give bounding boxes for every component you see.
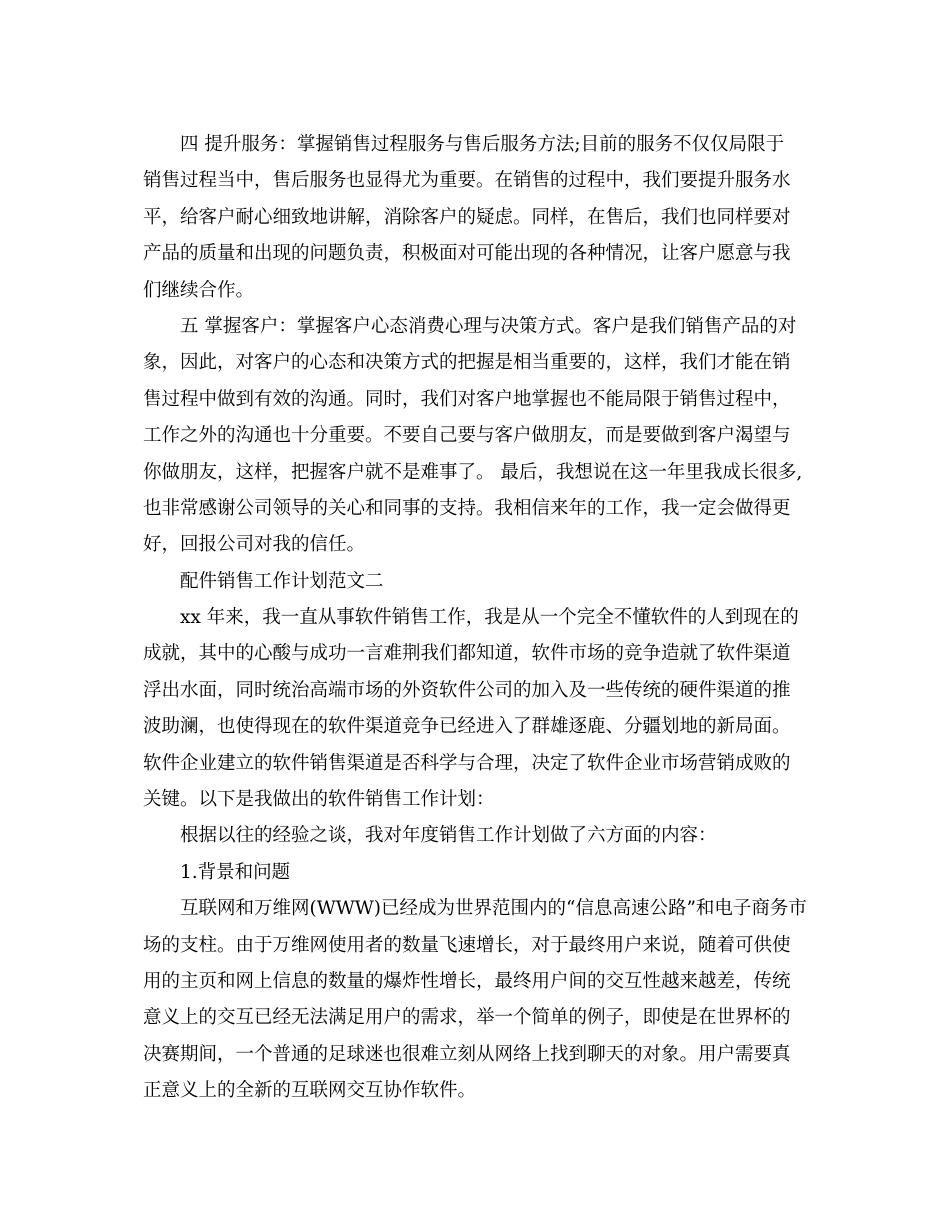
text-line: 成就，其中的心酸与成功一言难荆我们都知道，软件市场的竞争造就了软件渠道	[143, 643, 791, 665]
text-line: 平，给客户耐心细致地讲解，消除客户的疑虑。同样，在售后，我们也同样要对	[143, 206, 791, 228]
text-line: 销售过程当中，售后服务也显得尤为重要。在销售的过程中，我们要提升服务水	[143, 170, 791, 192]
text-line: 五 掌握客户：掌握客户心态消费心理与决策方式。客户是我们销售产品的对	[180, 315, 797, 337]
text-line: 场的支柱。由于万维网使用者的数量飞速增长，对于最终用户来说，随着可供使	[143, 934, 791, 956]
text-line: 软件企业建立的软件销售渠道是否科学与合理，决定了软件企业市场营销成败的	[143, 752, 791, 774]
text-line: 决赛期间，一个普通的足球迷也很难立刻从网络上找到聊天的对象。用户需要真	[143, 1043, 791, 1065]
text-line: 工作之外的沟通也十分重要。不要自己要与客户做朋友，而是要做到客户渴望与	[143, 425, 791, 447]
text-line: 好，回报公司对我的信任。	[143, 534, 366, 556]
document-body	[143, 127, 811, 1110]
text-line: 用的主页和网上信息的数量的爆炸性增长，最终用户间的交互性越来越差，传统	[143, 970, 791, 992]
text-line: 们继续合作。	[143, 279, 255, 301]
text-line: 正意义上的全新的互联网交互协作软件。	[143, 1080, 477, 1102]
text-line: 根据以往的经验之谈，我对年度销售工作计划做了六方面的内容：	[180, 825, 717, 847]
text-line: 售过程中做到有效的沟通。同时，我们对客户地掌握也不能局限于销售过程中，	[143, 388, 791, 410]
text-line: 你做朋友，这样，把握客户就不是难事了。 最后，我想说在这一年里我成长很多,	[143, 461, 803, 483]
text-line: 产品的质量和出现的问题负责，积极面对可能出现的各种情况，让客户愿意与我	[143, 243, 791, 265]
text-line: 也非常感谢公司领导的关心和同事的支持。我相信来年的工作，我一定会做得更	[143, 497, 791, 519]
text-line: 关键。以下是我做出的软件销售工作计划：	[143, 789, 495, 811]
text-line: 配件销售工作计划范文二	[180, 570, 384, 592]
text-line: 波助澜，也使得现在的软件渠道竞争已经进入了群雄逐鹿、分疆划地的新局面。	[143, 716, 791, 738]
text-line: xx 年来，我一直从事软件销售工作，我是从一个完全不懂软件的人到现在的	[180, 607, 799, 629]
text-line: 四 提升服务：掌握销售过程服务与售后服务方法;目前的服务不仅仅局限于	[180, 134, 785, 155]
text-line: 浮出水面，同时统治高端市场的外资软件公司的加入及一些传统的硬件渠道的推	[143, 679, 791, 701]
text-line: 1.背景和问题	[180, 861, 291, 883]
text-line: 意义上的交互已经无法满足用户的需求，举一个简单的例子，即使是在世界杯的	[143, 1007, 791, 1029]
text-line: 互联网和万维网(WWW)已经成为世界范围内的“信息高速公路”和电子商务市	[180, 898, 807, 920]
text-line: 象，因此，对客户的心态和决策方式的把握是相当重要的，这样，我们才能在销	[143, 352, 791, 374]
